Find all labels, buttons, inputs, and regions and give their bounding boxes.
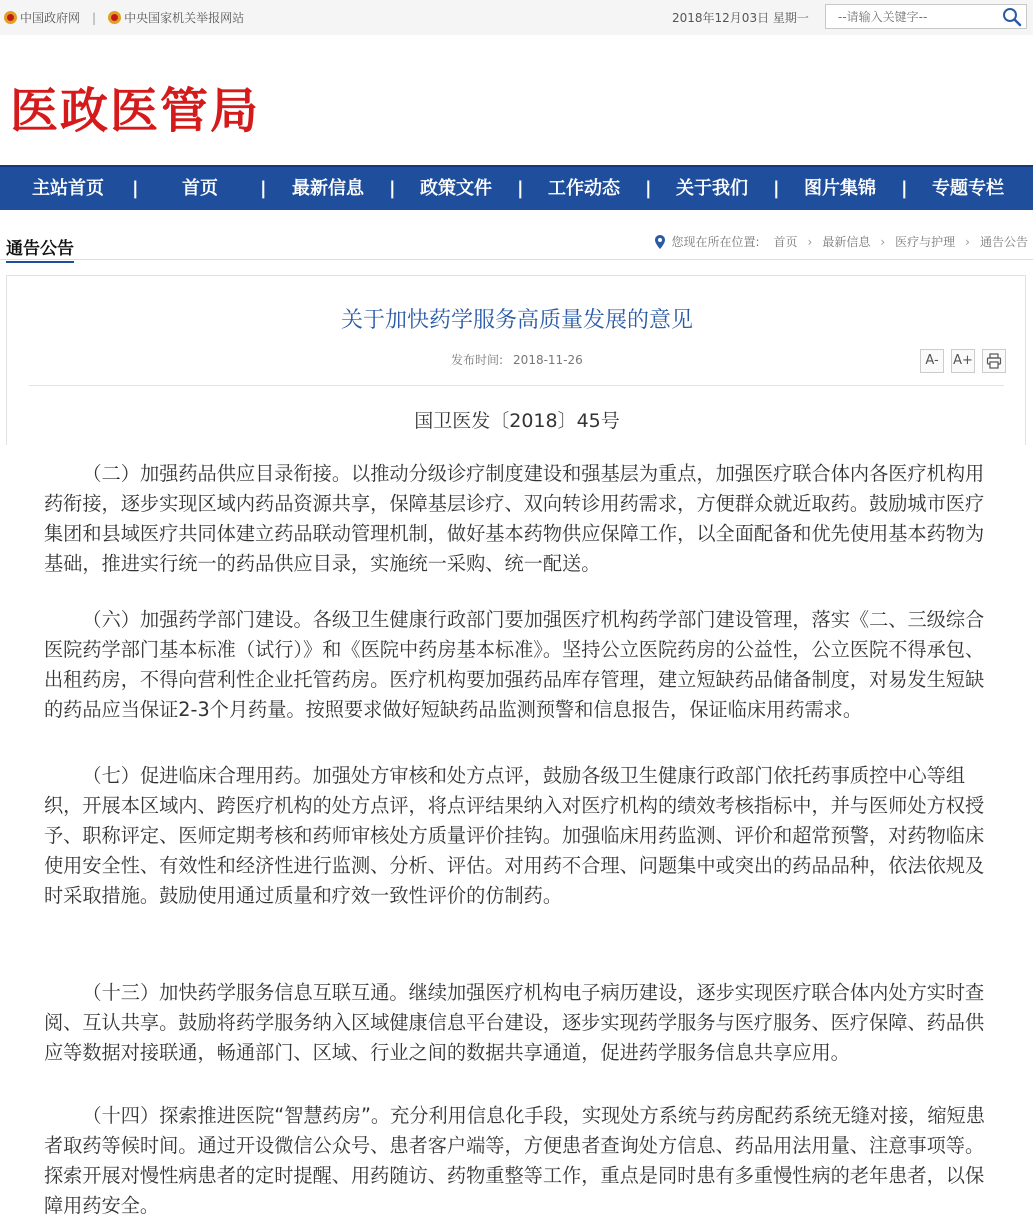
nav-item-work-news[interactable]: 工作动态 [548,178,620,199]
section-title: 通告公告 [6,234,74,263]
article-divider [29,385,1004,386]
document-number: 国卫医发〔2018〕45号 [414,410,620,432]
search-box [825,4,1027,29]
publish-label: 发布时间: [451,353,504,367]
nav-item-home[interactable]: 首页 [182,178,218,199]
breadcrumb-arrow-icon: › [965,234,970,249]
breadcrumb-arrow-icon: › [880,234,886,249]
font-larger-button[interactable]: A+ [951,349,975,373]
nav-item-policy-docs[interactable]: 政策文件 [420,178,492,199]
breadcrumb-prefix: 您现在所在位置: [671,235,760,249]
breadcrumb-item-home[interactable]: 首页 [773,235,798,249]
nav-separator: | [260,178,267,199]
nav-separator: | [773,178,780,199]
article-paragraph: （十三）加快药学服务信息互联互通。继续加强医疗机构电子病历建设，逐步实现医疗联合体内处方实时查阅、互认共享。鼓励将药学服务纳入区域健康信息平台建设，逐步实现药学服务与医疗服务、医疗保障、药品供应等数据对接联通，畅通部门、区域、行业之间的数据共享通道，促进药学服务信息共享应用。 [44,981,985,1064]
nav-separator: | [645,178,652,199]
location-pin-icon [655,235,665,249]
publish-date: 2018-11-26 [513,353,583,367]
article-title: 关于加快药学服务高质量发展的意见 [340,308,693,333]
nav-item-latest-news[interactable]: 最新信息 [292,178,364,199]
top-links [4,9,244,26]
top-link-separator: | [92,10,97,25]
print-button[interactable] [982,349,1006,373]
nav-item-main-home[interactable]: 主站首页 [32,178,104,199]
report-site-link[interactable]: 中央国家机关举报网站 [124,11,245,25]
nav-separator: | [389,178,396,199]
breadcrumb-arrow-icon: › [807,234,813,249]
article-paragraph: （七）促进临床合理用药。加强处方审核和处方点评，鼓励各级卫生健康行政部门依托药事质控中心等组织，开展本区域内、跨医疗机构的处方点评，将点评结果纳入对医疗机构的绩效考核指标中，并与医师处方权授予、职称评定、医师定期考核和药师审核处方质量评价挂钩。加强临床用药监测、评价和超常预警，对药物临床使用安全性、有效性和经济性进行监测、分析、评估。对用药不合理、问题集中或突出的药品品种，依法依规及时采取措施。鼓励使用通过质量和疗效一致性评价的仿制药。 [44,764,985,907]
top-utility-bar [0,0,1033,35]
breadcrumb-item-latest[interactable]: 最新信息 [822,235,871,249]
article-paragraph: （十四）探索推进医院“智慧药房”。充分利用信息化手段，实现处方系统与药房配药系统无缝对接，缩短患者取药等候时间。通过开设微信公众号、患者客户端等，方便患者查询处方信息、药品用法用量、注意事项等。探索开展对慢性病患者的定时提醒、用药随访、药物重整等工作，重点是同时患有多重慢性病的老年患者，以保障用药安全。 [44,1104,985,1217]
print-icon [986,353,1002,369]
breadcrumb-item-medical-nursing[interactable]: 医疗与护理 [895,235,956,249]
search-button[interactable] [1000,6,1024,27]
article-paragraph: （二）加强药品供应目录衔接。以推动分级诊疗制度建设和强基层为重点，加强医疗联合体内各医疗机构用药衔接，逐步实现区域内药品资源共享，保障基层诊疗、双向转诊用药需求，方便群众就近取药。鼓励城市医疗集团和县域医疗共同体建立药品联动管理机制，做好基本药物供应保障工作，以全面配备和优先使用基本药物为基础，推进实行统一的药品供应目录，实施统一采购、统一配送。 [44,462,985,575]
nav-item-special-topics[interactable]: 专题专栏 [932,178,1004,199]
breadcrumb-item-notices[interactable]: 通告公告 [979,235,1028,249]
search-input[interactable] [826,5,996,28]
nav-separator: | [517,178,524,199]
publish-info [451,351,583,368]
breadcrumb [655,233,1028,250]
party-emblem-icon [108,11,121,24]
article-paragraph: （六）加强药学部门建设。各级卫生健康行政部门要加强医疗机构药学部门建设管理，落实《二、三级综合医院药学部门基本标准（试行）》和《医院中药房基本标准》。坚持公立医院药房的公益性，公立医院不得承包、出租药房，不得向营利性企业托管药房。医疗机构要加强药品库存管理，建立短缺药品储备制度，对易发生短缺的药品应当保证2-3个月药量。按照要求做好短缺药品监测预警和信息报告，保证临床用药需求。 [44,608,985,721]
article-header [6,275,1026,445]
section-divider [0,259,1033,260]
nav-separator: | [132,178,139,199]
current-date: 2018年12月03日 星期一 [672,11,809,25]
search-icon [1000,6,1024,27]
main-nav [0,165,1033,210]
gov-site-link[interactable]: 中国政府网 [20,11,81,25]
nav-separator: | [901,178,908,199]
nav-item-photo-gallery[interactable]: 图片集锦 [804,178,876,199]
nav-item-about-us[interactable]: 关于我们 [676,178,748,199]
national-emblem-icon [4,11,17,24]
font-smaller-button[interactable]: A- [920,349,944,373]
site-logo[interactable]: 医政医管局 [10,83,261,139]
